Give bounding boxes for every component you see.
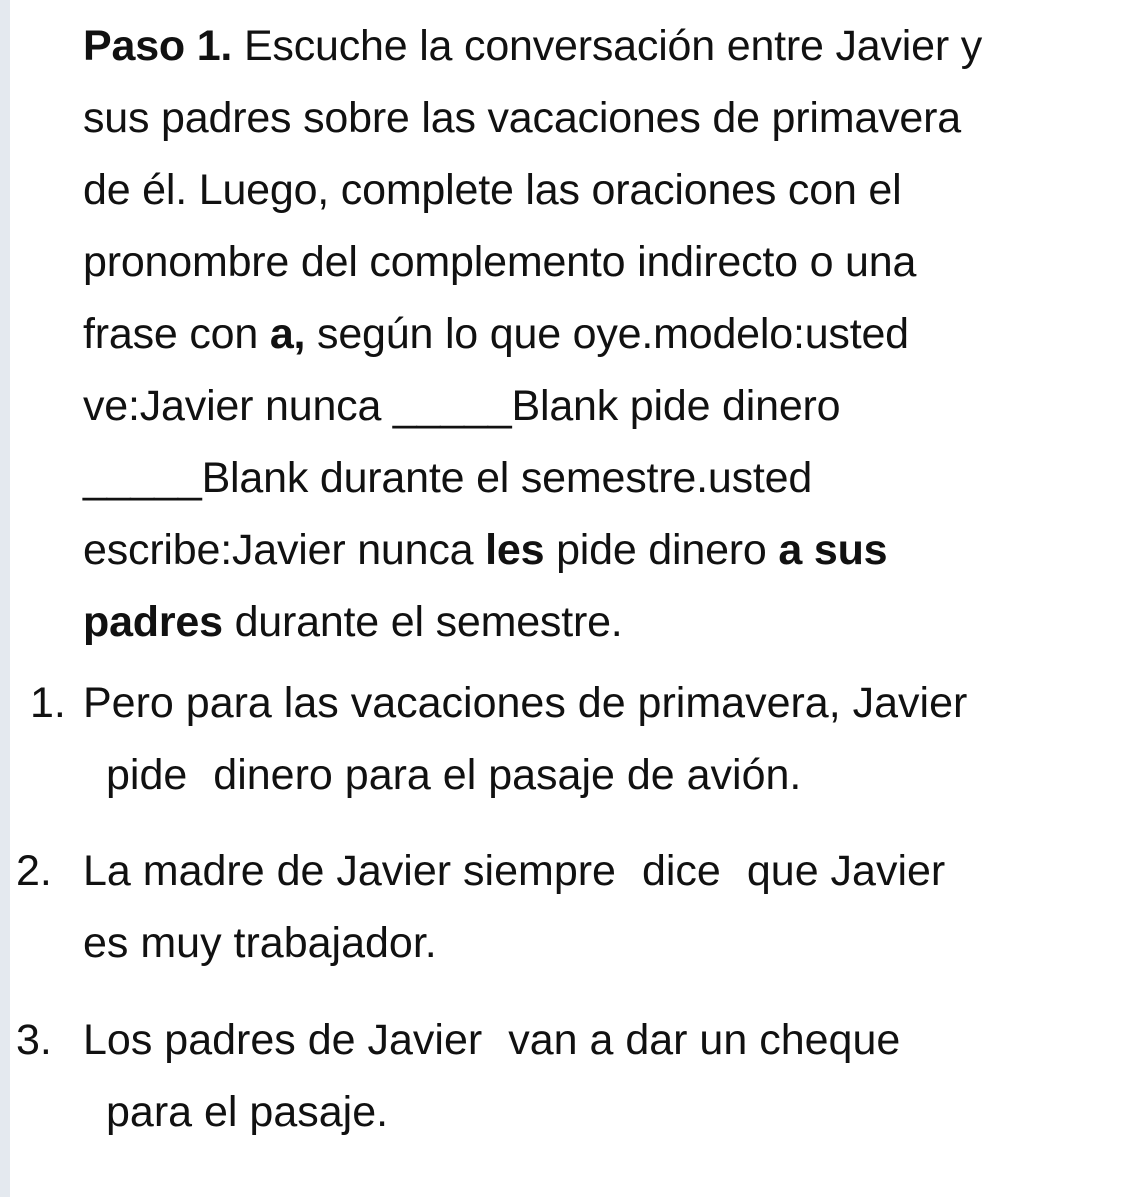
item-number: 2. [16,847,52,895]
list-item-3 [0,1004,1143,1148]
instructions-line-3: de él. Luego, complete las oraciones con el [83,166,902,214]
item-line-1: La madre de Javier siempre dice que Javier [83,847,946,895]
instructions-line-8: escribe:Javier nunca les pide dinero a sus [83,526,888,574]
instructions-line-5: frase con a, según lo que oye.modelo:usted [83,310,909,358]
instructions-line-1: Paso 1. Escuche la conversación entre Javier y [83,22,983,70]
list-item-2 [0,835,1143,979]
instructions-line-2: sus padres sobre las vacaciones de primavera [83,94,961,142]
item-line-2: es muy trabajador. [83,919,437,967]
item-line-2: pide dinero para el pasaje de avión. [106,751,802,799]
instructions-line-7: _____Blank durante el semestre.usted [83,454,813,502]
instructions-line-9: padres durante el semestre. [83,598,623,646]
answer-verb: dice [641,847,721,895]
instructions-line-6: ve:Javier nunca _____Blank pide dinero [83,382,841,430]
paso-label: Paso 1. [83,22,233,70]
item-number: 3. [16,1016,52,1064]
list-item-1 [0,667,1143,811]
item-line-2: para el pasaje. [106,1088,389,1136]
answer-verb: pide [106,751,188,799]
item-line-1: Pero para las vacaciones de primavera, Javier [83,679,968,727]
item-line-1: Los padres de Javier van a dar un cheque [83,1016,901,1064]
instructions-paragraph [83,10,1133,658]
item-number: 1. [30,679,66,727]
instructions-line-4: pronombre del complemento indirecto o una [83,238,917,286]
